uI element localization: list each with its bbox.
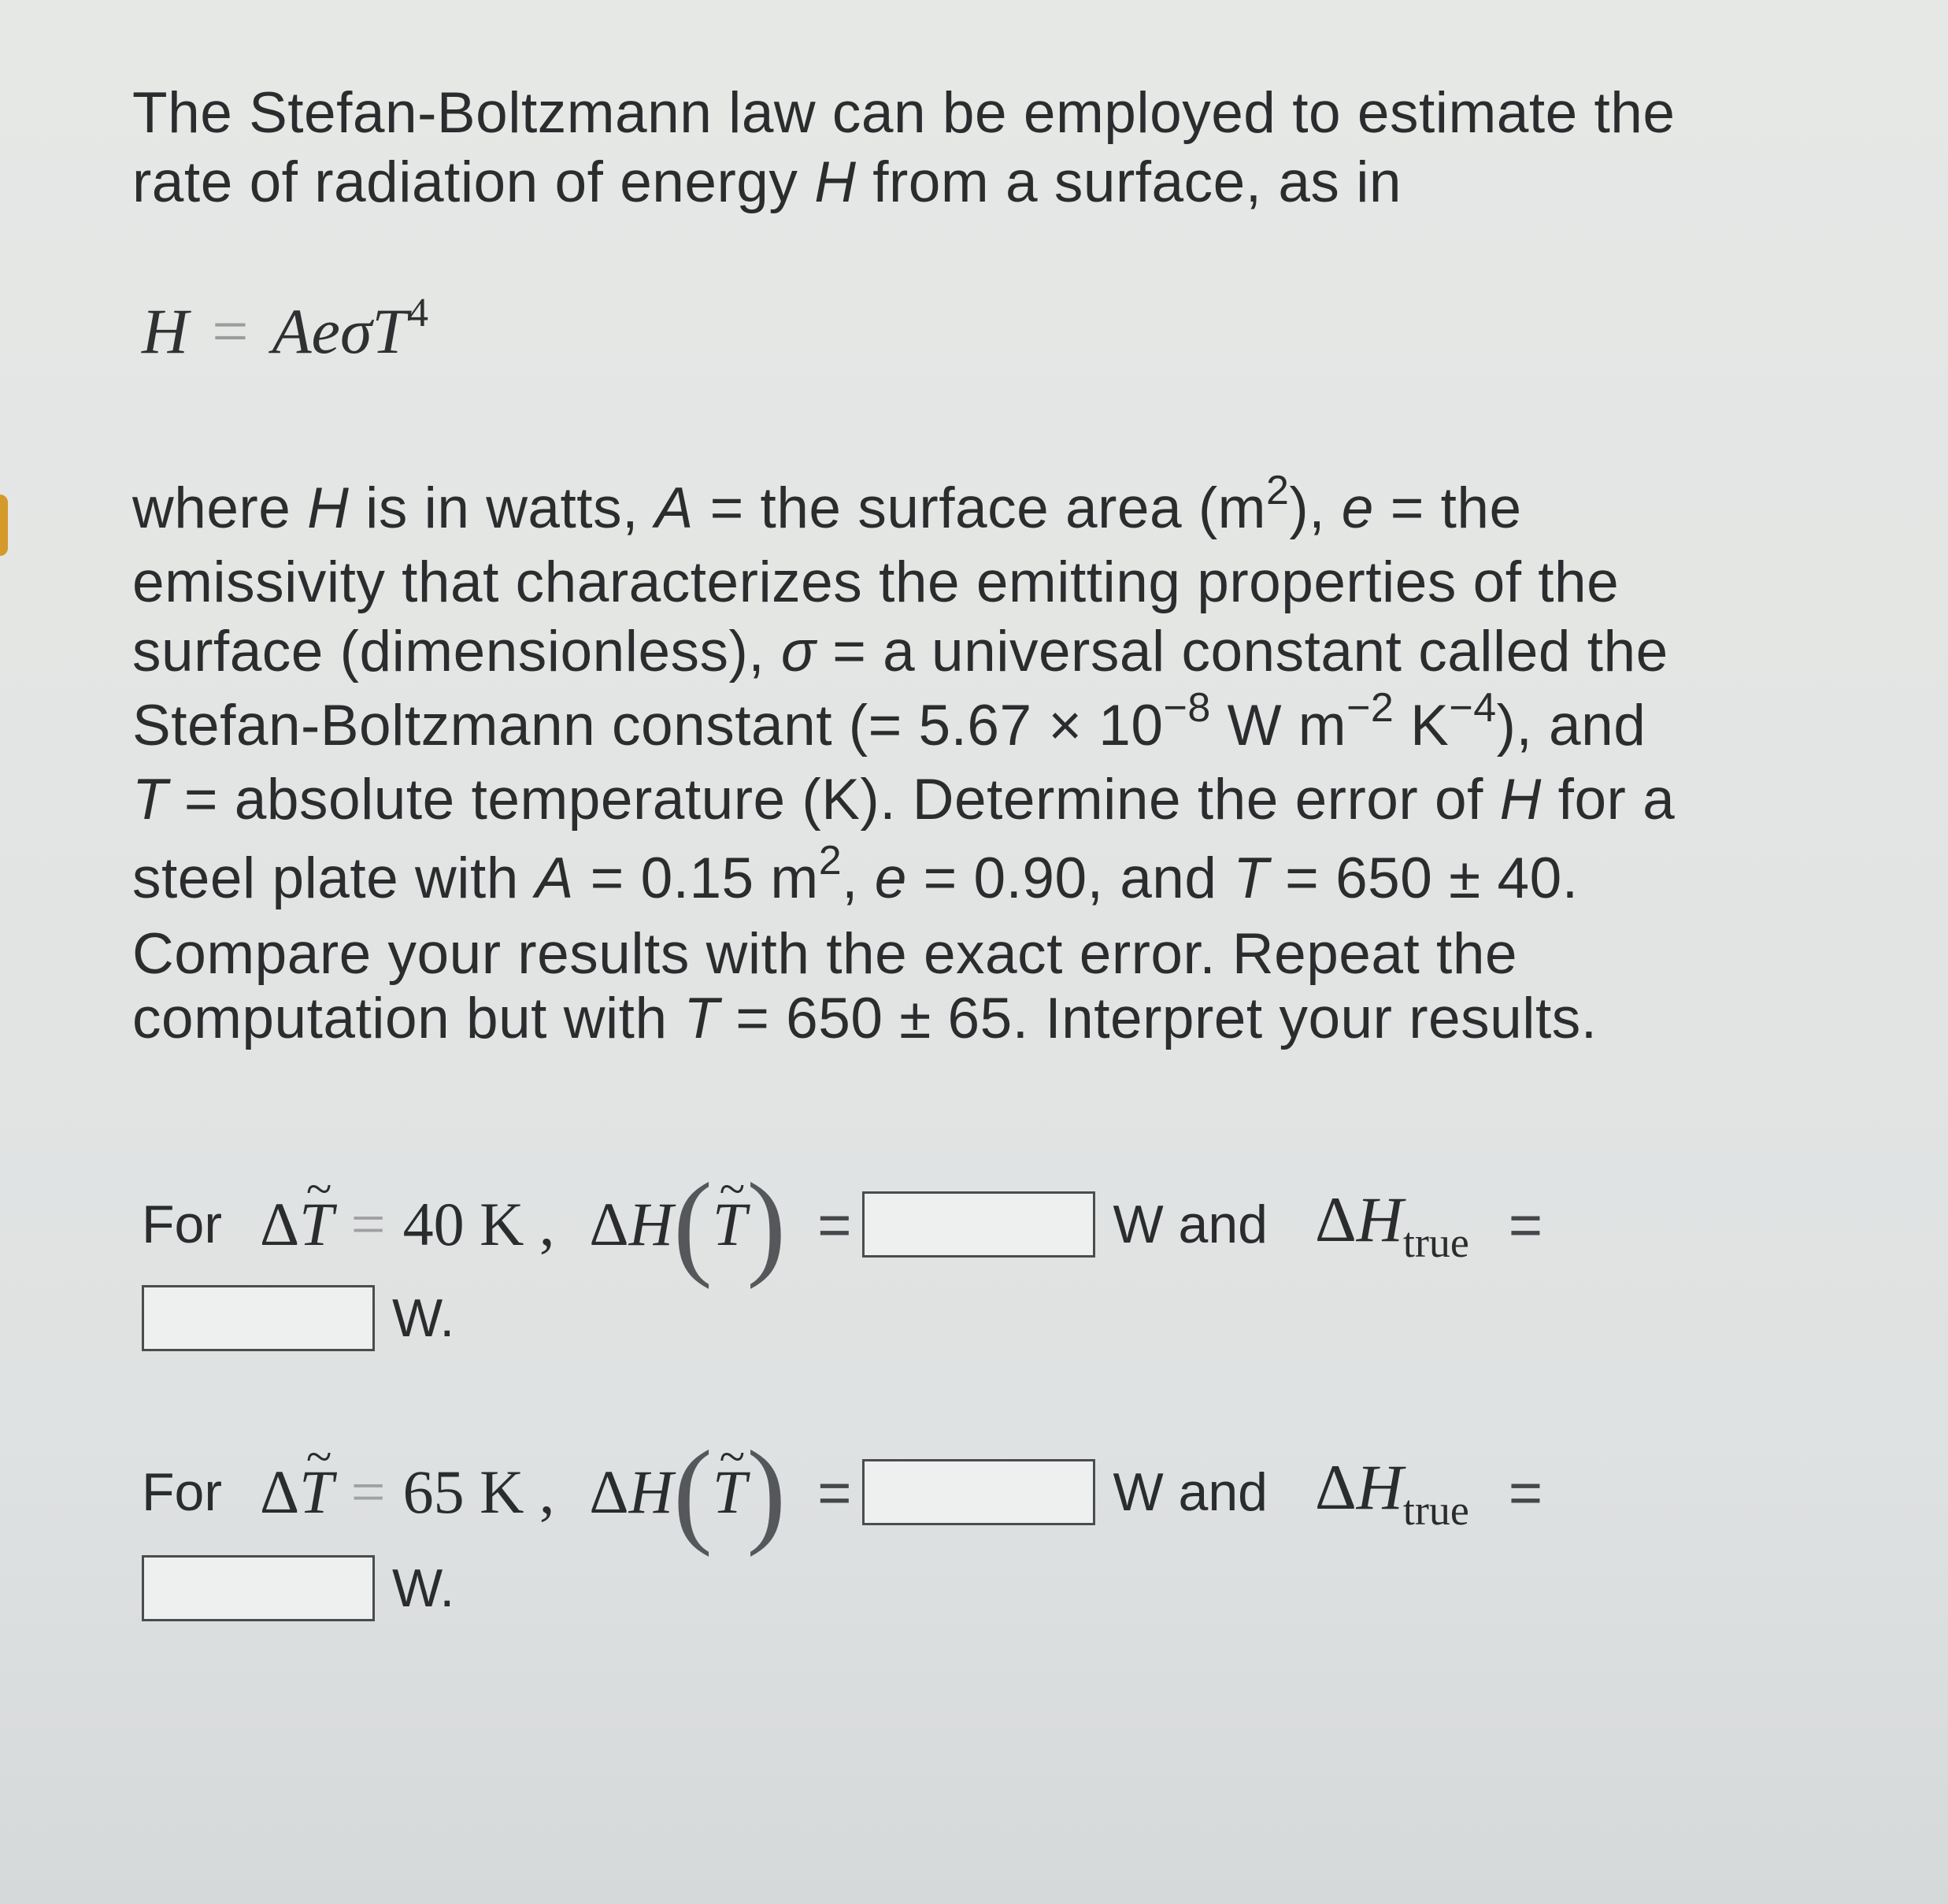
text-segment: , [842, 846, 875, 910]
w-unit-label: W. [392, 1558, 455, 1618]
def-line-2: emissivity that characterizes the emitting properties of the [132, 550, 1620, 614]
w-and-label: W and [1113, 1462, 1268, 1522]
def-line-5 [132, 765, 1833, 835]
delta-T-value: 40 K , [402, 1190, 555, 1258]
text-segment: computation but with [132, 987, 684, 1050]
text-segment: ), and [1496, 694, 1646, 758]
delta-H: ΔH [589, 1458, 673, 1526]
text-segment: = the surface area (m [693, 476, 1266, 540]
var-H: H [814, 150, 857, 214]
def-line-4 [132, 687, 1833, 765]
delta-symbol: Δ [1314, 1183, 1357, 1255]
var-H: H [1356, 1183, 1403, 1255]
superscript: −4 [1449, 685, 1497, 731]
delta-T-tilde: Δ~ T [260, 1189, 334, 1260]
text-segment: = 650 ± 65. Interpret your results. [719, 987, 1598, 1050]
delta-H-true [1315, 1183, 1469, 1267]
intro-paragraph [132, 79, 1833, 217]
var-T: T [683, 987, 720, 1050]
delta-H-true-input-65K[interactable] [142, 1555, 375, 1621]
var-H: H [1499, 768, 1542, 832]
var-H: H [307, 476, 350, 540]
text-segment: = 0.90, and [906, 846, 1234, 910]
answer-row-65K [142, 1427, 1543, 1558]
delta-H: ΔH [589, 1190, 673, 1258]
definitions-paragraph [132, 469, 1833, 1052]
var-A: A [654, 476, 694, 540]
right-paren: ) [746, 1159, 787, 1290]
var-e: e [1341, 476, 1374, 540]
delta-H-approx-input-40K[interactable] [862, 1191, 1095, 1258]
answer-row-40K [142, 1159, 1543, 1290]
var-A: A [535, 846, 574, 910]
text-segment: from a surface, as in [856, 150, 1402, 214]
def-line-7: Compare your results with the exact error. Repeat the [132, 922, 1518, 986]
var-T: T [1233, 846, 1269, 910]
trailing-equals: = [1508, 1459, 1543, 1525]
superscript: −2 [1346, 685, 1394, 731]
w-and-label: W and [1113, 1195, 1268, 1254]
text-segment: = 0.15 m [573, 846, 819, 910]
formula-equals: = [212, 295, 249, 367]
true-subscript: true [1402, 1486, 1469, 1534]
def-line-3 [132, 617, 1833, 687]
T-tilde: ~ T [299, 1189, 333, 1260]
formula-lhs: H [142, 295, 189, 367]
T-tilde-arg: ~ T [713, 1189, 746, 1260]
delta-H-true [1315, 1450, 1469, 1535]
text-segment: rate of radiation of energy [132, 150, 815, 214]
right-paren: ) [746, 1427, 787, 1558]
left-paren: ( [672, 1427, 713, 1558]
text-segment: = a universal constant called the [816, 620, 1668, 683]
formula-rhs: AeσT [272, 295, 408, 367]
text-segment: for a [1541, 768, 1676, 832]
stefan-boltzmann-formula [142, 290, 428, 369]
left-paren: ( [672, 1159, 713, 1290]
text-segment: W m [1210, 694, 1347, 758]
T-tilde: ~ T [299, 1457, 333, 1528]
equals-sign: = [817, 1459, 852, 1525]
equals-sign: = [817, 1191, 852, 1258]
superscript: −8 [1163, 685, 1211, 731]
for-label: For [142, 1462, 222, 1522]
delta-symbol: Δ [1314, 1450, 1357, 1523]
text-segment: is in watts, [349, 476, 655, 540]
w-unit-label: W. [392, 1288, 455, 1348]
var-e: e [874, 846, 907, 910]
math-equals: = [350, 1190, 386, 1258]
def-line-6 [132, 835, 1833, 923]
answer-row-40K-continued [142, 1285, 454, 1351]
math-equals: = [350, 1458, 386, 1526]
text-segment: K [1394, 694, 1450, 758]
intro-line-2 [132, 148, 1833, 217]
superscript: 2 [1266, 468, 1290, 513]
delta-H-true-input-40K[interactable] [142, 1285, 375, 1351]
delta-T-tilde: Δ~ T [260, 1457, 334, 1528]
delta-T-value: 65 K , [402, 1458, 555, 1526]
text-segment: = 650 ± 40. [1268, 846, 1579, 910]
for-label: For [142, 1195, 222, 1254]
var-H: H [1356, 1450, 1403, 1523]
text-segment: surface (dimensionless), [132, 620, 781, 683]
intro-line-1: The Stefan-Boltzmann law can be employed to estimate the [132, 81, 1676, 145]
text-segment: Stefan-Boltzmann constant (= 5.67 × 10 [132, 694, 1164, 758]
def-line-1 [132, 469, 1833, 548]
superscript: 2 [818, 838, 843, 883]
def-line-8 [132, 986, 1833, 1052]
trailing-equals: = [1508, 1191, 1543, 1258]
var-T: T [132, 768, 169, 832]
text-segment: ), [1289, 476, 1342, 540]
text-segment: = absolute temperature (K). Determine the error of [168, 768, 1500, 832]
answer-row-65K-continued [142, 1555, 454, 1621]
T-tilde-arg: ~ T [713, 1457, 746, 1528]
text-segment: where [132, 476, 308, 540]
delta-H-approx-input-65K[interactable] [862, 1459, 1095, 1525]
scroll-marker [0, 495, 8, 556]
text-segment: steel plate with [132, 846, 535, 910]
var-sigma: σ [780, 620, 817, 683]
true-subscript: true [1402, 1218, 1469, 1266]
text-segment: = the [1373, 476, 1522, 540]
formula-exponent: 4 [408, 291, 428, 335]
